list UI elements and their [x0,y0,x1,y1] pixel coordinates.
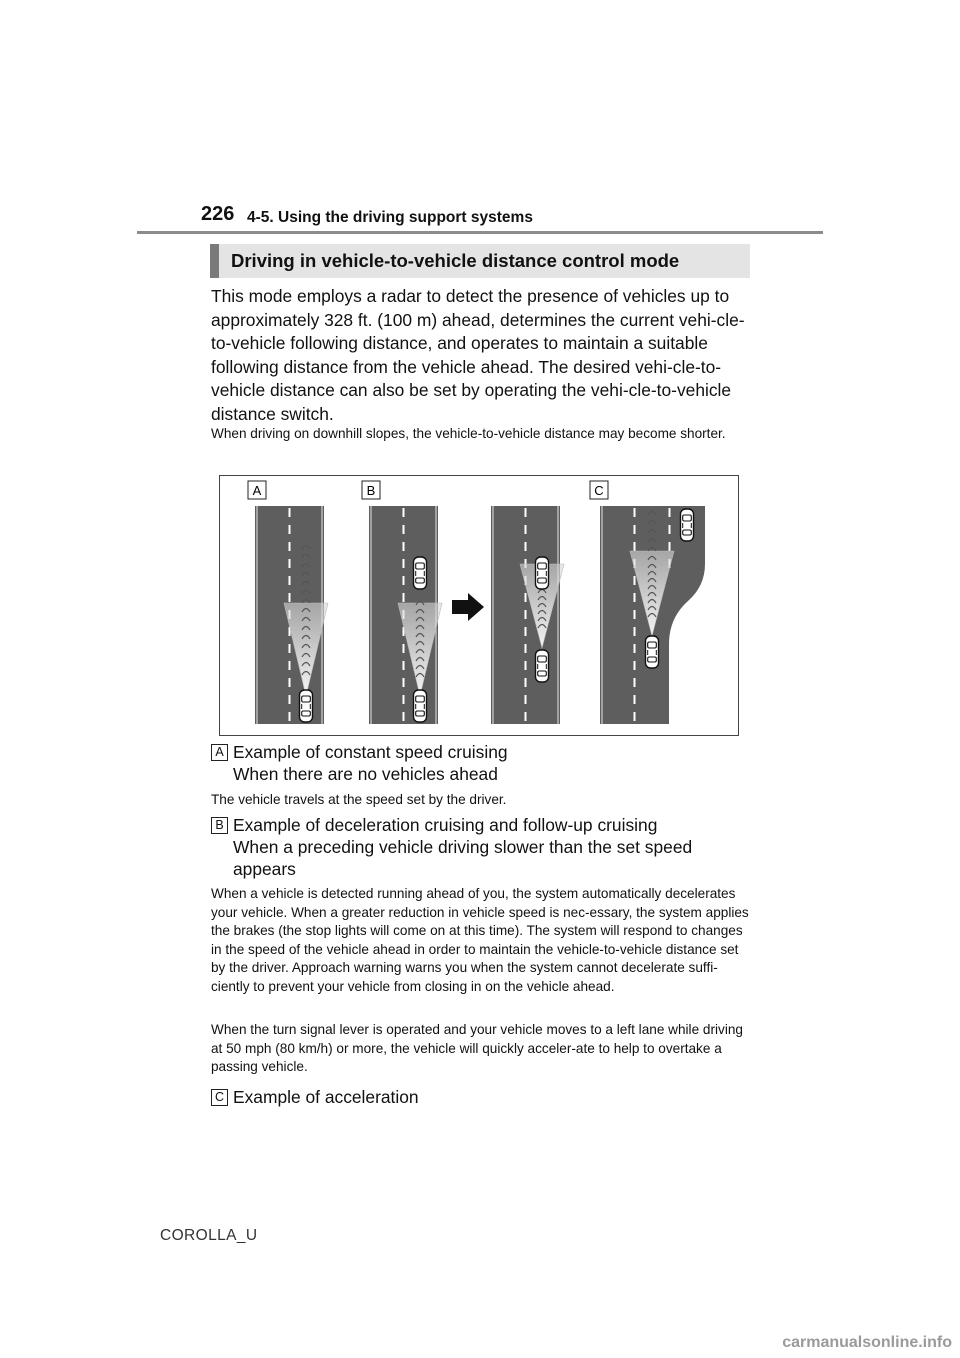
own-vehicle-icon [414,690,427,722]
item-b-badge: B [211,817,228,834]
road-c [600,506,705,724]
section-heading [210,244,750,278]
item-b-note-2: When the turn signal lever is operated and your vehicle moves to a left lane while driving at 50 mph (80 km/h) or more, the vehicle will quickly acceler-ate to help to overtake a passing vehicle. [211,1022,743,1074]
road-b2 [491,506,564,724]
item-b-subtitle: When a preceding vehicle driving slower than the set speed appears [233,837,693,879]
item-b [211,814,756,880]
item-b-note-1: When a vehicle is detected running ahead of you, the system automatically decelerates your vehicle. When a greater reduction in vehicle speed is nec-essary, the system applies the brakes (the stop lights will come on at this time). The system will respond to changes in the speed of the vehicle ahead in order to maintain the vehicle-to-vehicle distance set by the driver. Approach warning warns you when the system cannot decelerate suffi-ciently to prevent your vehicle from closing in on the vehicle ahead. [211,886,749,994]
section-heading-text: Driving in vehicle-to-vehicle distance control mode [231,250,680,271]
page-number: 226 [201,203,235,225]
label-a-text: A [252,483,262,498]
illustration-figure [219,475,739,736]
own-vehicle-icon [646,636,659,668]
item-a-subtitle: When there are no vehicles ahead [233,764,498,784]
item-a-badge: A [211,744,228,761]
watermark: carmanualsonline.info [782,1334,952,1351]
item-a [211,741,756,785]
item-c-badge: C [211,1089,228,1106]
intro-paragraph: This mode employs a radar to detect the presence of vehicles up to approximately 328 ft. (100 m) ahead, determines the current vehi-cle-to-vehicle following distance, and operates to maintain a suitable following distance from the vehicle ahead. The desired vehi-cle-to-vehicle distance can also be set by operating the vehi-cle-to-vehicle distance switch. [211,286,745,424]
label-c-text: C [594,483,604,498]
item-c-title: Example of acceleration [233,1087,419,1107]
item-a-title: Example of constant speed cruising [233,742,508,762]
item-b-title: Example of deceleration cruising and follow-up cruising [233,815,658,835]
road-a [255,506,328,724]
own-vehicle-icon [536,650,549,682]
illustration-svg [220,476,740,737]
preceding-vehicle-icon [414,557,427,589]
item-a-note: The vehicle travels at the speed set by the driver. [211,792,507,807]
own-vehicle-icon [300,690,313,722]
arrow-right-icon [452,593,484,621]
footer-model: COROLLA_U [160,1227,258,1244]
preceding-vehicle-icon [681,509,694,541]
header-rule [137,231,823,234]
road-b [369,506,442,724]
downhill-note: When driving on downhill slopes, the vehicle-to-vehicle distance may become shorter. [211,426,726,441]
preceding-vehicle-icon [536,557,549,589]
section-title: 4-5. Using the driving support systems [247,209,533,226]
label-b-text: B [366,483,376,498]
item-c [211,1086,756,1108]
